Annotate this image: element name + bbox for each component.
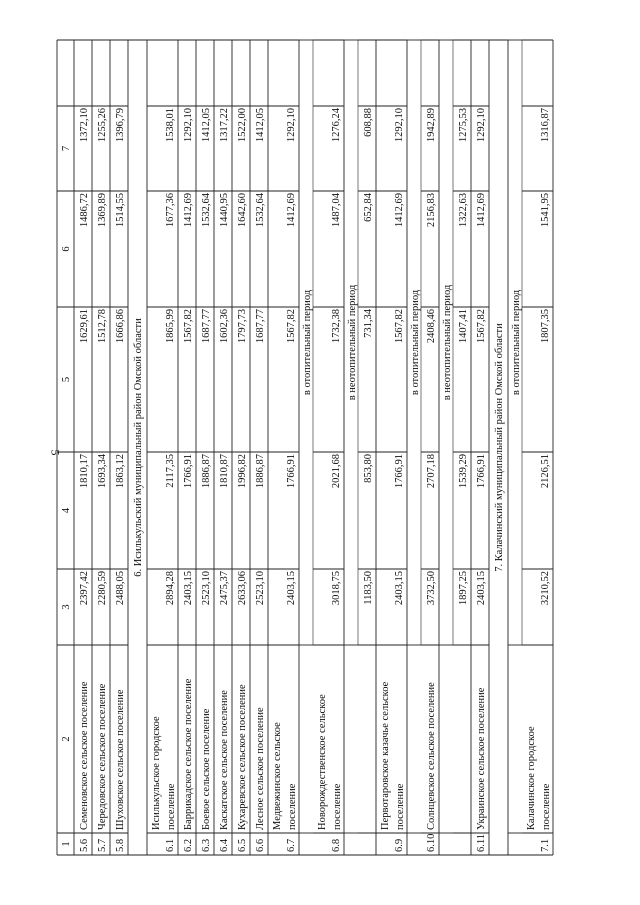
rate-value: 1317,22 (219, 108, 230, 143)
rate-value: 1316,87 (540, 108, 551, 143)
rate-value: 1369,89 (97, 193, 108, 228)
rate-value: 1666,86 (115, 309, 126, 344)
rate-value: 1275,53 (458, 108, 469, 143)
settlement-name: поселение (287, 783, 298, 830)
rate-value: 1512,78 (97, 309, 108, 344)
settlement-name: поселение (332, 783, 343, 830)
rate-value: 1541,95 (540, 193, 551, 228)
settlement-name: Солнцевское сельское поселение (426, 682, 437, 830)
rate-value: 1766,91 (286, 454, 297, 489)
row-number: 7.1 (540, 838, 551, 852)
period-label: в неотопительный период (442, 284, 453, 401)
rate-value: 2894,28 (165, 571, 176, 606)
rate-value: 1766,91 (394, 454, 405, 489)
rate-value: 2408,46 (426, 309, 437, 344)
row-number: 6.7 (286, 838, 297, 852)
header-col-5-label: 5 (61, 376, 72, 383)
rate-value: 3018,75 (331, 571, 342, 606)
rate-value: 608,88 (363, 108, 374, 137)
row-number: 6.6 (255, 838, 266, 852)
rate-value: 1486,72 (79, 193, 90, 228)
settlement-name: поселение (395, 783, 406, 830)
settlement-name: Лесное сельское поселение (255, 707, 266, 830)
rate-value: 2021,68 (331, 454, 342, 489)
rate-value: 2403,15 (394, 571, 405, 606)
rate-value: 1886,87 (201, 454, 212, 489)
settlement-name: Каскатское сельское поселение (219, 690, 230, 830)
rate-value: 2523,10 (201, 571, 212, 606)
rate-value: 1797,73 (237, 309, 248, 344)
rate-value: 1677,36 (165, 193, 176, 228)
rate-value: 853,80 (363, 454, 374, 483)
rate-value: 1440,95 (219, 193, 230, 228)
rate-value: 2156,83 (426, 193, 437, 228)
rate-value: 1996,82 (237, 454, 248, 489)
settlement-name: поселение (166, 783, 177, 830)
rate-value: 3732,50 (426, 571, 437, 606)
table-rotated-group (57, 40, 553, 855)
rate-value: 1292,10 (183, 108, 194, 143)
rate-value: 2403,15 (476, 571, 487, 606)
rate-value: 1412,69 (394, 193, 405, 228)
rate-value: 1276,24 (331, 108, 342, 143)
rate-value: 1687,77 (255, 309, 266, 344)
rate-value: 2475,37 (219, 571, 230, 606)
rate-value: 2126,51 (540, 454, 551, 489)
period-label: в неотопительный период (347, 284, 358, 401)
settlement-name: Украинское сельское поселение (476, 687, 487, 830)
settlement-name: Калачинское городское (526, 726, 537, 830)
header-col-1-label: 1 (61, 841, 72, 847)
row-number: 6.11 (476, 834, 487, 852)
rate-value: 652,84 (363, 193, 374, 222)
settlement-name: Исилькульское городское (151, 716, 162, 830)
rate-value: 1810,17 (79, 454, 90, 489)
rate-value: 2403,15 (286, 571, 297, 606)
row-number: 6.5 (237, 838, 248, 852)
row-number: 6.8 (331, 838, 342, 852)
row-number: 5.7 (97, 838, 108, 852)
rate-value: 1567,82 (476, 309, 487, 344)
rate-value: 2117,35 (165, 454, 176, 488)
settlement-name: Первотаровское казачье сельское (380, 681, 391, 830)
rate-value: 2707,18 (426, 454, 437, 489)
rate-value: 1629,61 (79, 309, 90, 344)
rate-value: 2280,59 (97, 571, 108, 606)
header-col-4-label: 4 (61, 507, 72, 514)
rate-value: 1522,00 (237, 108, 248, 143)
rate-value: 1942,89 (426, 108, 437, 143)
row-number: 5.8 (115, 838, 126, 852)
rate-value: 2488,05 (115, 571, 126, 606)
row-number: 6.2 (183, 838, 194, 852)
row-number: 5.6 (79, 838, 90, 852)
settlement-name: Чередовское сельское поселение (97, 683, 108, 830)
rate-value: 3210,52 (540, 571, 551, 606)
rate-value: 1732,38 (331, 309, 342, 344)
rate-value: 1292,10 (394, 108, 405, 143)
rate-value: 1532,64 (201, 193, 212, 228)
rate-value: 1539,29 (458, 454, 469, 489)
section-heading: 7. Калачинский муниципальный район Омской области (494, 323, 505, 572)
row-number: 6.9 (394, 838, 405, 852)
settlement-name: поселение (541, 783, 552, 830)
rate-value: 1407,41 (458, 309, 469, 344)
rate-value: 1538,01 (165, 108, 176, 143)
rate-value: 1567,82 (286, 309, 297, 344)
rate-value: 1292,10 (286, 108, 297, 143)
settlement-name: Шуховское сельское поселение (115, 689, 126, 830)
rate-value: 2397,42 (79, 571, 90, 606)
rate-value: 731,34 (363, 309, 374, 338)
rate-value: 1693,34 (97, 454, 108, 489)
rate-value: 1766,91 (183, 454, 194, 489)
settlement-name: Баррикадское сельское поселение (183, 678, 194, 830)
settlement-name: Семеновское сельское поселение (79, 681, 90, 830)
settlement-name: Медвежинское сельское (272, 722, 283, 830)
rate-value: 1863,12 (115, 454, 126, 489)
rate-value: 1810,87 (219, 454, 230, 489)
rate-value: 1514,55 (115, 193, 126, 228)
rate-value: 1412,69 (476, 193, 487, 228)
rate-value: 1183,50 (363, 571, 374, 605)
header-col-7-label: 7 (61, 145, 72, 152)
rate-value: 2523,10 (255, 571, 266, 606)
rate-value: 1897,25 (458, 571, 469, 606)
rate-value: 1865,99 (165, 309, 176, 344)
rate-value: 1766,91 (476, 454, 487, 489)
row-number: 6.1 (165, 838, 176, 852)
rate-value: 1372,10 (79, 108, 90, 143)
rate-value: 1487,04 (331, 193, 342, 228)
rate-value: 1412,69 (286, 193, 297, 228)
row-number: 6.4 (219, 838, 230, 852)
rate-value: 1396,79 (115, 108, 126, 143)
rate-value: 1567,82 (183, 309, 194, 344)
period-label: в отопительный период (410, 289, 421, 396)
section-heading: 6. Исилькульский муниципальный район Омской области (133, 318, 144, 577)
rate-value: 1602,36 (219, 309, 230, 344)
rate-value: 1886,87 (255, 454, 266, 489)
settlement-name: Боевое сельское поселение (201, 708, 212, 830)
period-label: в отопительный период (302, 289, 313, 396)
row-number: 6.10 (426, 833, 437, 852)
rate-value: 1292,10 (476, 108, 487, 143)
rate-value: 1807,35 (540, 309, 551, 344)
rate-value: 1412,05 (201, 108, 212, 143)
rate-value: 1255,26 (97, 108, 108, 143)
header-col-6-label: 6 (61, 246, 72, 252)
page-number: 5 (48, 449, 63, 456)
settlement-name: Кухаревское сельское поселение (237, 684, 248, 830)
row-number: 6.3 (201, 838, 212, 852)
header-col-2-label: 2 (61, 736, 72, 742)
rate-value: 1532,64 (255, 193, 266, 228)
header-col-3-label: 3 (61, 604, 72, 610)
rate-value: 1687,77 (201, 309, 212, 344)
settlement-name: Новорождественское сельское (317, 694, 328, 830)
rate-value: 2403,15 (183, 571, 194, 606)
period-label: в отопительный период (511, 289, 522, 396)
rate-value: 1322,63 (458, 193, 469, 228)
rate-value: 1412,69 (183, 193, 194, 228)
rate-value: 2633,06 (237, 571, 248, 606)
rate-value: 1412,05 (255, 108, 266, 143)
rate-value: 1567,82 (394, 309, 405, 344)
rate-value: 1642,60 (237, 193, 248, 228)
